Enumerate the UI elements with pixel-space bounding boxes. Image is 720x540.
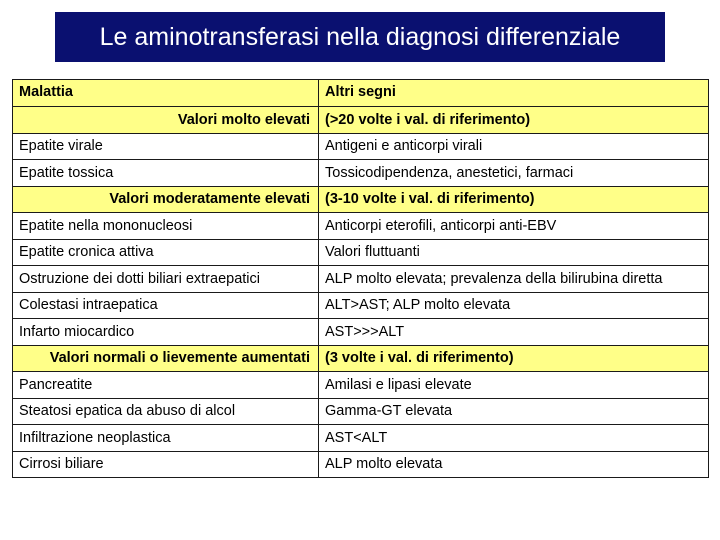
signs-cell: ALT>AST; ALP molto elevata xyxy=(319,292,709,319)
section-range: (>20 volte i val. di riferimento) xyxy=(319,107,709,134)
section-label: Valori moderatamente elevati xyxy=(13,186,319,213)
disease-cell: Cirrosi biliare xyxy=(13,451,319,478)
section-row xyxy=(13,345,709,372)
disease-cell: Infarto miocardico xyxy=(13,319,319,346)
disease-cell: Epatite nella mononucleosi xyxy=(13,213,319,240)
section-label: Valori molto elevati xyxy=(13,107,319,134)
disease-cell: Epatite tossica xyxy=(13,160,319,187)
table-row xyxy=(13,451,709,478)
table-row xyxy=(13,319,709,346)
table-row xyxy=(13,372,709,399)
table-row xyxy=(13,292,709,319)
disease-cell: Epatite virale xyxy=(13,133,319,160)
disease-cell: Ostruzione dei dotti biliari extraepatici xyxy=(13,266,319,293)
table-row xyxy=(13,213,709,240)
signs-cell: AST<ALT xyxy=(319,425,709,452)
signs-cell: ALP molto elevata; prevalenza della bilirubina diretta xyxy=(319,266,709,293)
section-row xyxy=(13,107,709,134)
table-row xyxy=(13,425,709,452)
header-other-signs: Altri segni xyxy=(319,80,709,107)
disease-cell: Steatosi epatica da abuso di alcol xyxy=(13,398,319,425)
signs-cell: Antigeni e anticorpi virali xyxy=(319,133,709,160)
table-header-row xyxy=(13,80,709,107)
section-label: Valori normali o lievemente aumentati xyxy=(13,345,319,372)
diagnosis-table xyxy=(12,79,709,478)
signs-cell: ALP molto elevata xyxy=(319,451,709,478)
signs-cell: Amilasi e lipasi elevate xyxy=(319,372,709,399)
table-row xyxy=(13,133,709,160)
signs-cell: Anticorpi eterofili, anticorpi anti-EBV xyxy=(319,213,709,240)
signs-cell: Gamma-GT elevata xyxy=(319,398,709,425)
table-row xyxy=(13,239,709,266)
signs-cell: Valori fluttuanti xyxy=(319,239,709,266)
section-range: (3 volte i val. di riferimento) xyxy=(319,345,709,372)
header-disease: Malattia xyxy=(13,80,319,107)
section-row xyxy=(13,186,709,213)
table-row xyxy=(13,398,709,425)
disease-cell: Epatite cronica attiva xyxy=(13,239,319,266)
slide-title: Le aminotransferasi nella diagnosi differenziale xyxy=(55,12,665,62)
table-row xyxy=(13,266,709,293)
section-range: (3-10 volte i val. di riferimento) xyxy=(319,186,709,213)
table-row xyxy=(13,160,709,187)
signs-cell: Tossicodipendenza, anestetici, farmaci xyxy=(319,160,709,187)
disease-cell: Colestasi intraepatica xyxy=(13,292,319,319)
disease-cell: Infiltrazione neoplastica xyxy=(13,425,319,452)
signs-cell: AST>>>ALT xyxy=(319,319,709,346)
disease-cell: Pancreatite xyxy=(13,372,319,399)
